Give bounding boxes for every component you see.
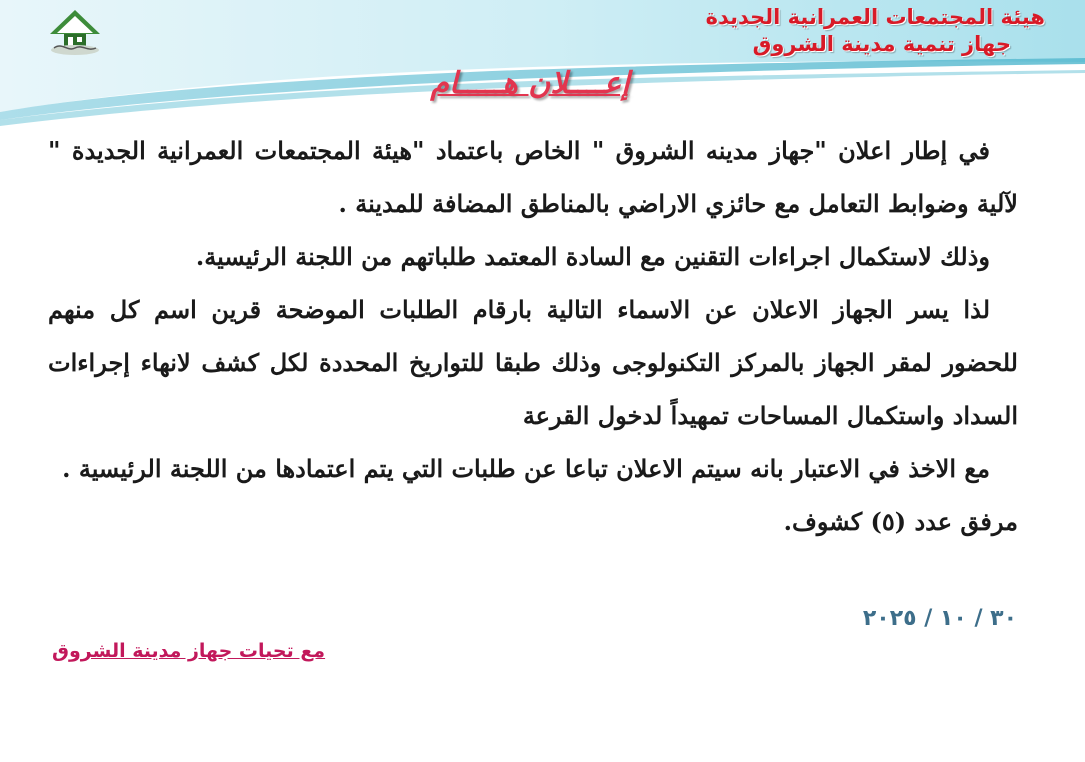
- paragraph-purpose: وذلك لاستكمال اجراءات التقنين مع السادة المعتمد طلباتهم من اللجنة الرئيسية.: [195, 242, 990, 271]
- paragraph-attachments: مرفق عدد (٥) كشوف.: [783, 507, 1018, 536]
- signature-line: مع تحيات جهاز مدينة الشروق: [52, 640, 326, 662]
- announcement-body: [48, 124, 1018, 548]
- organization-department: جهاز تنمية مدينة الشروق: [752, 32, 1011, 56]
- paragraph-instructions: لذا يسر الجهاز الاعلان عن الاسماء التالية بارقام الطلبات الموضحة قرين اسم كل منهم للحضور لمقر الجهاز بالمركز التكنولوجى وذلك طبقا للتواريخ المحددة لكل كشف لانهاء إجراءات السداد واستكمال المساحات تمهيداً لدخول القرعة: [48, 295, 1018, 430]
- emblem-icon: [46, 8, 104, 58]
- paragraph-note: مع الاخذ في الاعتبار بانه سيتم الاعلان تباعا عن طلبات التي يتم اعتمادها من اللجنة الرئيسية .: [62, 454, 990, 483]
- announcement-date: ٣٠ / ١٠ / ٢٠٢٥: [862, 606, 1017, 631]
- organization-name: هيئة المجتمعات العمرانية الجديدة: [705, 5, 1045, 29]
- paragraph-intro: في إطار اعلان "جهاز مدينه الشروق " الخاص باعتماد "هيئة المجتمعات العمرانية الجديدة " لآلية وضوابط التعامل مع حائزي الاراضي بالمناطق المضافة للمدينة .: [48, 136, 1018, 218]
- organization-header: [485, 4, 1045, 58]
- announcement-title: إعــــلان هـــــام: [430, 66, 630, 101]
